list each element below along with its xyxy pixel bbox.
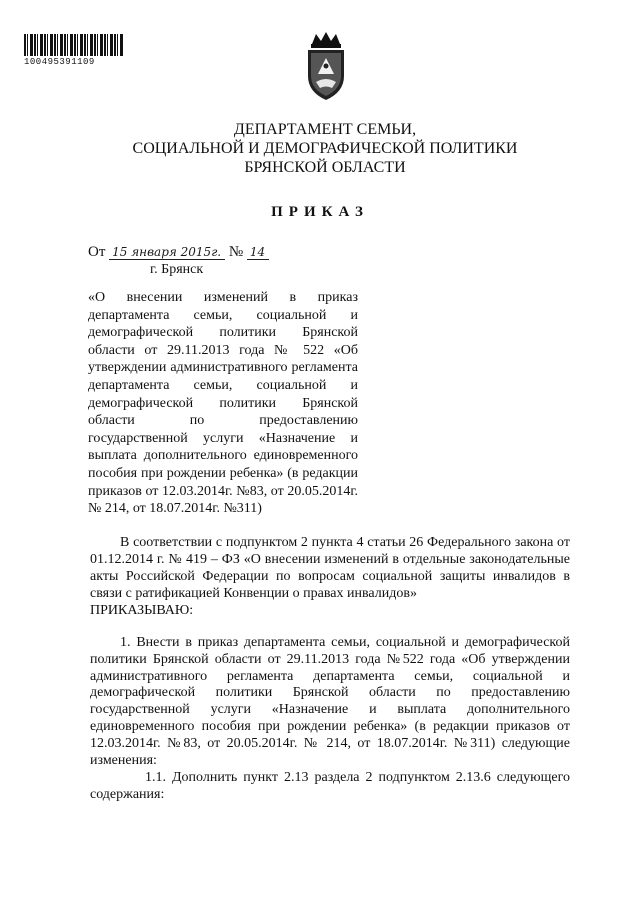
handwritten-date: 15 января 2015г. [109, 245, 225, 260]
bryansk-coat-of-arms-icon [302, 30, 350, 102]
barcode [24, 34, 126, 67]
department-line-1: ДЕПАРТАМЕНТ СЕМЬИ, [233, 121, 417, 138]
handwritten-number: 14 [247, 245, 269, 260]
order-word: ПРИКАЗЫВАЮ: [90, 603, 194, 618]
basis-text: В соответствии с подпунктом 2 пункта 4 статьи 26 Федерального закона от 01.12.2014 г. № 419 – ФЗ «О внесении изменений в отдельные законодательные акты Российской Федерации по вопросам социальной защиты инвалидов в связи с ратификацией Конвенции о правах инвалидов» [90, 535, 570, 601]
order-subject: «О внесении изменений в приказ департамента семьи, социальной и демографической политики Брянской области от 29.11.2013 года № 522 «Об утверждении административного регламента департамента семьи, социальной и демографической политики Брянской области по предоставлению государственной услуги «Назначение и выплата дополнительного единовременного пособия при рождении ребенка» (в редакции приказов от 12.03.2014г. №83, от 20.05.2014г. № 214, от 18.07.2014г. №311) [88, 290, 358, 517]
barcode-number: 100495391109 [24, 57, 95, 67]
barcode-bars [24, 34, 124, 56]
department-line-3: БРЯНСКОЙ ОБЛАСТИ [244, 159, 406, 176]
city: г. Брянск [150, 262, 204, 277]
basis-paragraph [90, 534, 570, 619]
date-prefix: От [88, 244, 106, 260]
number-sign: № [228, 244, 244, 260]
item-1-1-paragraph: 1.1. Дополнить пункт 2.13 раздела 2 подпунктом 2.13.6 следующего содержания: [90, 770, 570, 802]
order-date-line [88, 244, 269, 261]
department-name [100, 120, 550, 177]
department-line-2: СОЦИАЛЬНОЙ И ДЕМОГРАФИЧЕСКОЙ ПОЛИТИКИ [132, 140, 518, 157]
document-title: ПРИКАЗ [271, 204, 369, 220]
item-1-paragraph: 1. Внести в приказ департамента семьи, социальной и демографической политики Брянской области от 29.11.2013 года №522 года «Об утверждении административного регламента департамента семьи, социальной и демографической политики Брянской области по предоставлению государственной услуги «Назначение и выплата дополнительного единовременного пособия при рождении ребенка» (в редакции приказов от 12.03.2014г. №83, от 20.05.2014г. № 214, от 18.07.2014г. №311) следующие изменения: [90, 635, 570, 768]
